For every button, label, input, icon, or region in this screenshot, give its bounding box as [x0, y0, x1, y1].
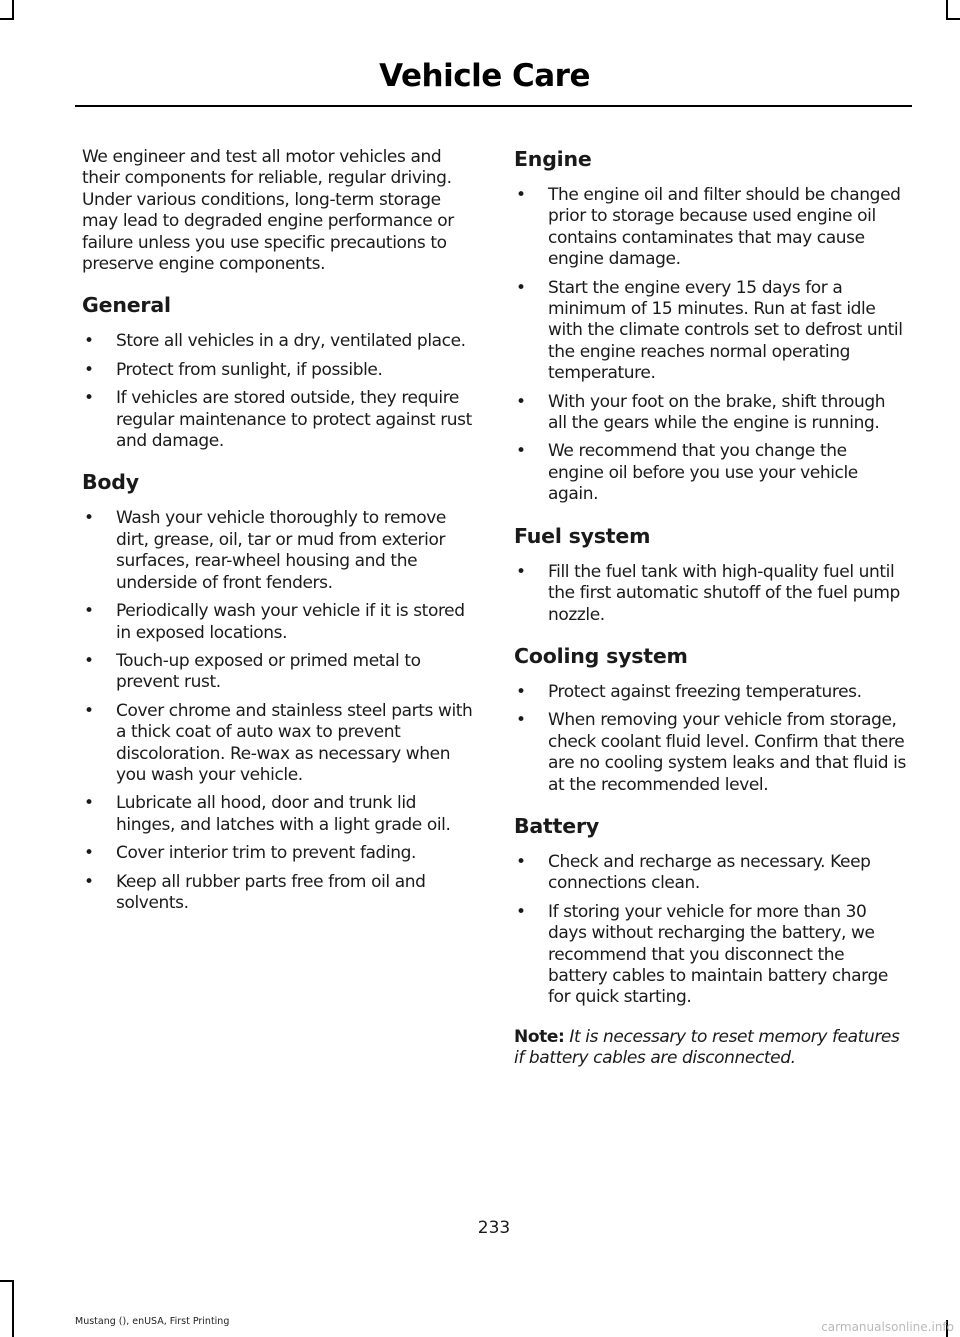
list-item: • Touch-up exposed or primed metal to prevent rust.	[84, 650, 421, 693]
bullet-icon: •	[84, 871, 94, 892]
body-list	[82, 508, 474, 914]
crop-mark-top-left-v	[12, 0, 14, 20]
bullet-icon: •	[516, 851, 526, 872]
crop-mark-top-right-v	[946, 0, 948, 20]
list-item: • With your foot on the brake, shift through all the gears while the engine is running.	[516, 391, 886, 434]
crop-mark-bottom-left-h	[0, 1280, 14, 1282]
list-item: • Keep all rubber parts free from oil and solvents.	[84, 871, 426, 913]
print-footer: Mustang (), enUSA, First Printing	[75, 1316, 230, 1327]
list-item: • Check and recharge as necessary. Keep connections clean.	[516, 851, 871, 894]
section-heading-general: General	[82, 293, 171, 318]
crop-mark-top-left-h	[0, 18, 14, 20]
general-list	[82, 331, 474, 452]
bullet-icon: •	[84, 793, 94, 814]
list-item: • Wash your vehicle thoroughly to remove dirt, grease, oil, tar or mud from exterior surfaces, rear-wheel housing and the underside of front fenders.	[84, 508, 446, 593]
bullet-icon: •	[516, 561, 526, 582]
bullet-icon: •	[84, 700, 94, 721]
bullet-icon: •	[84, 331, 94, 352]
bullet-icon: •	[84, 601, 94, 622]
page-number: 233	[477, 1218, 511, 1238]
page-title: Vehicle Care	[379, 58, 590, 94]
list-item: • The engine oil and filter should be changed prior to storage because used engine oil contains contaminates that may cause engine damage.	[516, 185, 901, 270]
section-heading-engine: Engine	[514, 147, 592, 171]
bullet-icon: •	[516, 277, 526, 298]
note-text: It is necessary to reset memory features if battery cables are disconnected.	[514, 1026, 900, 1069]
bullet-icon: •	[84, 508, 94, 529]
bullet-icon: •	[516, 391, 526, 412]
note-paragraph	[514, 1027, 906, 1070]
bullet-icon: •	[516, 185, 526, 205]
bullet-icon: •	[516, 901, 526, 922]
crop-mark-bottom-left-v	[12, 1280, 14, 1337]
list-item: • Protect against freezing temperatures.	[516, 681, 862, 702]
intro-paragraph: We engineer and test all motor vehicles and their components for reliable, regular driving. Under various conditions, long-term storage may lead to degraded engine performance or failure unless you use specific precautions to preserve engine components.	[82, 147, 454, 275]
list-item: • We recommend that you change the engine oil before you use your vehicle again.	[516, 441, 858, 505]
list-item: • Protect from sunlight, if possible.	[84, 359, 383, 380]
fuel-list	[514, 562, 906, 626]
list-item: • If vehicles are stored outside, they require regular maintenance to protect against rust and damage.	[84, 388, 472, 452]
section-heading-body: Body	[82, 470, 139, 495]
list-item: • Fill the fuel tank with high-quality fuel until the first automatic shutoff of the fuel pump nozzle.	[516, 561, 900, 625]
bullet-icon: •	[84, 359, 94, 380]
right-column	[514, 147, 906, 1088]
section-heading-fuel-system: Fuel system	[514, 523, 651, 548]
engine-list	[514, 185, 906, 506]
header-divider	[75, 105, 912, 107]
note-label: Note:	[514, 1026, 565, 1047]
list-item: • Store all vehicles in a dry, ventilated place.	[84, 331, 466, 352]
list-item: • Periodically wash your vehicle if it is stored in exposed locations.	[84, 601, 465, 643]
bullet-icon: •	[516, 681, 526, 702]
list-item: • Lubricate all hood, door and trunk lid hinges, and latches with a light grade oil.	[84, 793, 451, 835]
list-item: • If storing your vehicle for more than 30 days without recharging the battery, we recommend that you disconnect the battery cables to maintain battery charge for quick starting.	[516, 901, 888, 1008]
bullet-icon: •	[516, 441, 526, 462]
list-item: • When removing your vehicle from storage, check coolant fluid level. Confirm that there are no cooling system leaks and that fluid is at the recommended level.	[516, 710, 906, 795]
bullet-icon: •	[84, 843, 94, 864]
battery-list	[514, 852, 906, 1009]
crop-mark-top-right-h	[946, 18, 960, 20]
section-heading-battery: Battery	[514, 813, 600, 838]
list-item: • Cover interior trim to prevent fading.	[84, 843, 417, 864]
list-item: • Cover chrome and stainless steel parts with a thick coat of auto wax to prevent discoloration. Re-wax as necessary when you wash your vehicle.	[84, 700, 473, 785]
watermark: carmanualsonline.info	[821, 1320, 954, 1334]
list-item: • Start the engine every 15 days for a minimum of 15 minutes. Run at fast idle with the climate controls set to defrost until the engine reaches normal operating temperature.	[516, 277, 903, 384]
left-column	[82, 147, 474, 932]
bullet-icon: •	[84, 388, 94, 409]
section-heading-cooling-system: Cooling system	[514, 643, 688, 668]
cooling-list	[514, 682, 906, 796]
bullet-icon: •	[516, 710, 526, 731]
bullet-icon: •	[84, 650, 94, 671]
